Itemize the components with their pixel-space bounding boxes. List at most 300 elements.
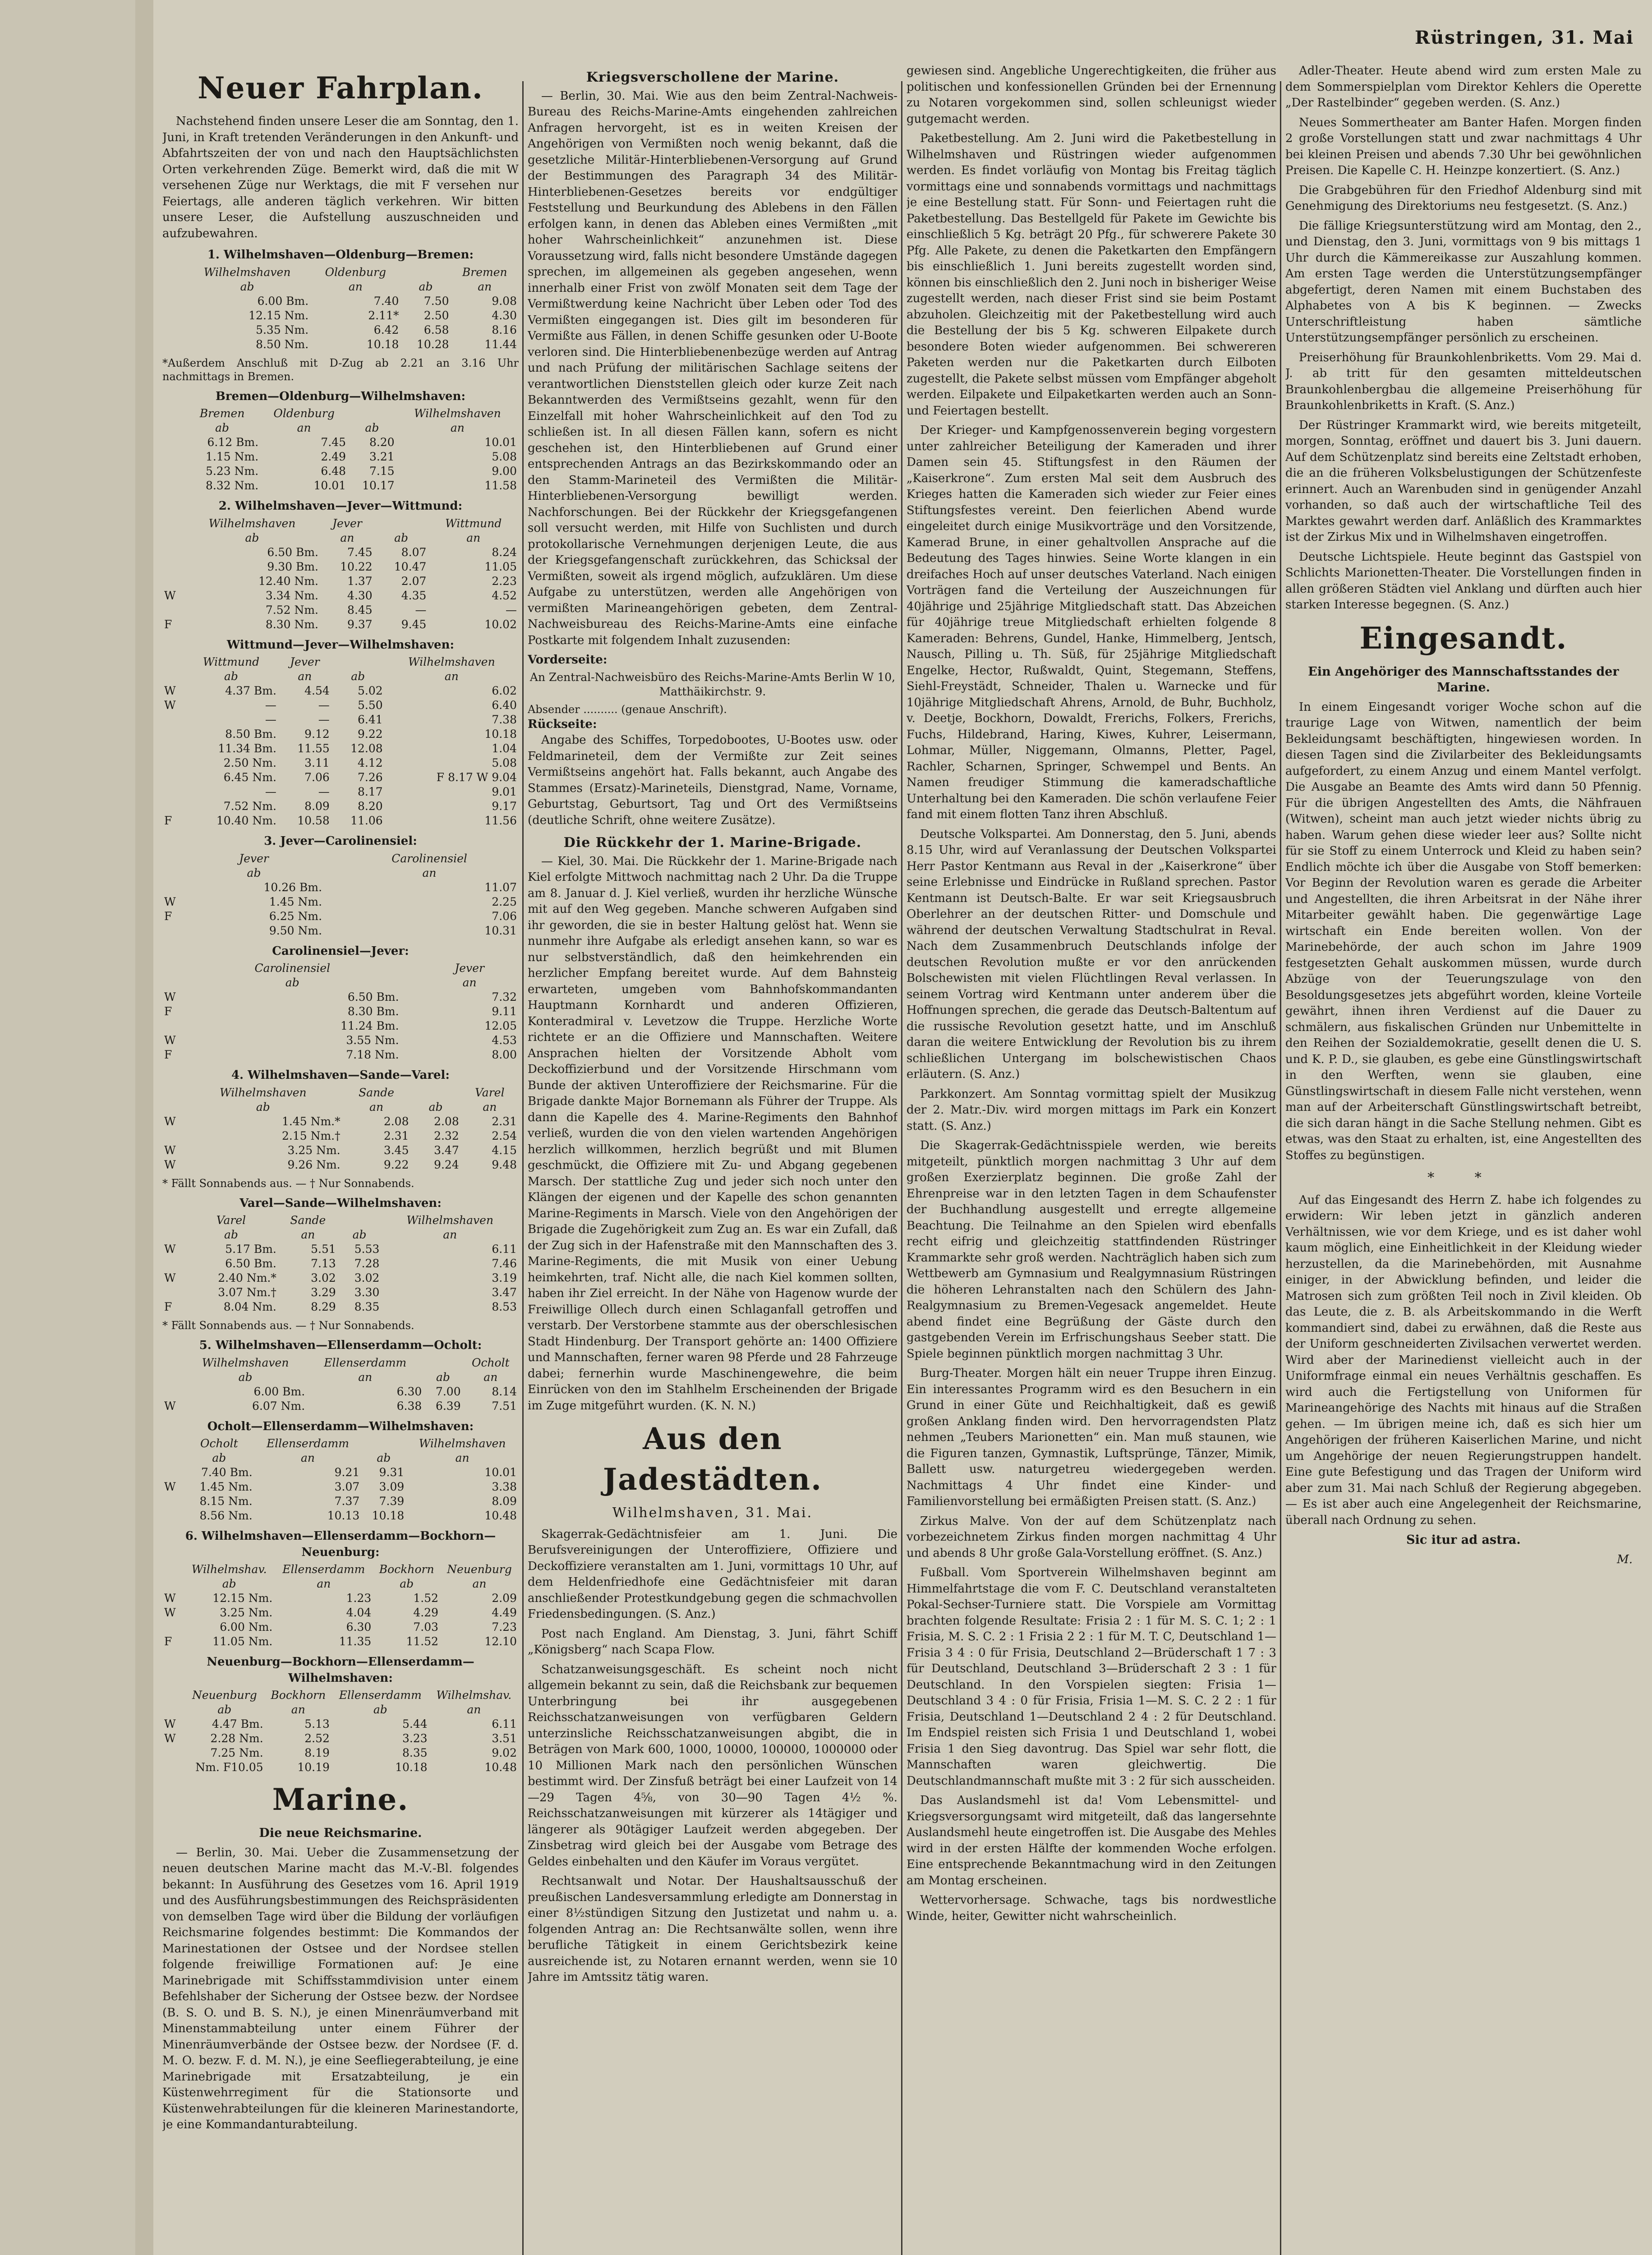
column-rule: [901, 81, 902, 2255]
timetable-cell: —: [318, 699, 330, 712]
timetable-cell: 9.45: [401, 617, 427, 631]
timetable-header-cell: Carolinensiel: [391, 851, 467, 865]
timetable: [162, 1356, 519, 1413]
timetable-row: [162, 574, 519, 589]
timetable-route-title: Varel—Sande—Wilhelmshaven:: [239, 1196, 442, 1210]
timetable-cell: [162, 1129, 184, 1143]
timetable-cell: 8.29: [311, 1300, 336, 1313]
timetable-cell: 4.04: [346, 1606, 372, 1619]
timetable-header-cell: ab: [224, 670, 238, 683]
timetable-cell: 6.30: [346, 1620, 372, 1634]
timetable-header-cell: [162, 1688, 184, 1703]
timetable: [162, 655, 519, 828]
timetable-subheader-row: [162, 866, 519, 880]
timetable-cell: [410, 990, 420, 1004]
timetable-note: * Fällt Sonnabends aus. — † Nur Sonnabends.: [162, 1319, 414, 1332]
timetable-header-cell: an: [291, 1703, 305, 1716]
timetable-header-cell: [332, 851, 340, 866]
timetable-cell: 8.15 Nm.: [199, 1495, 253, 1508]
timetable-header-row: [162, 1688, 519, 1703]
timetable-header-cell: [338, 1213, 382, 1228]
timetable-row: [162, 435, 519, 450]
timetable-cell: 5.51: [311, 1243, 336, 1256]
timetable-cell: [162, 545, 184, 560]
timetable-cell: 11.56: [484, 814, 517, 827]
timetable-cell: 2.08: [434, 1114, 459, 1128]
timetable-cell: F 8.17 W 9.04: [436, 771, 517, 784]
local-dateline: Wilhelmshaven, 31. Mai.: [612, 1505, 813, 1521]
timetable-cell: 11.34 Bm.: [218, 742, 276, 755]
article-park-concert: Parkkonzert. Am Sonntag vormittag spielt der Musikzug der 2. Matr.-Div. wird morgen mittags im Park ein Konzert statt. (S. Anz.): [907, 1087, 1276, 1133]
timetable-cell: 9.01: [492, 785, 517, 798]
timetable-cell: [162, 1746, 184, 1760]
timetable-cell: W: [164, 1399, 176, 1413]
column-rule: [1280, 81, 1281, 2255]
timetable-cell: 7.32: [492, 990, 517, 1003]
timetable-cell: [401, 1048, 411, 1062]
article-notary-cont: gewiesen sind. Angebliche Ungerechtigkeiten, die früher aus politischen und konfessionellen Gründen bei der Ernennung zu Notaren vorgekommen sind, sollen schleunigst wieder gutgemacht werden.: [907, 64, 1276, 126]
timetable-subheader-row: [162, 1228, 519, 1242]
timetable-row: [162, 1129, 519, 1143]
timetable-cell: 11.44: [484, 337, 517, 351]
timetable-cell: 10.13: [327, 1509, 360, 1522]
timetable-cell: F: [164, 1005, 172, 1018]
timetable-cell: 6.42: [373, 323, 399, 336]
timetable-cell: 8.50 Bm.: [225, 727, 276, 741]
timetable-cell: 8.20: [358, 800, 383, 813]
timetable-cell: 9.02: [492, 1746, 517, 1759]
timetable-header-cell: ab: [351, 670, 365, 683]
timetable-header-cell: [162, 531, 184, 545]
timetable-cell: 11.05 Nm.: [212, 1635, 273, 1648]
timetable-header-cell: [162, 669, 184, 684]
timetable-cell: 2.28 Nm.: [210, 1732, 263, 1745]
timetable-cell: 2.09: [492, 1592, 517, 1605]
timetable-cell: 7.52 Nm.: [223, 800, 276, 813]
article-lichtspiele: Deutsche Lichtspiele. Heute beginnt das Gastspiel von Schlichts Marionetten-Theater. Die Vorstellungen finden in allen größeren Städten viel Anklang und dürften auch hier starken Interesse begegnen. (S. Anz.): [1285, 550, 1642, 612]
timetable-cell: 3.55 Nm.: [346, 1034, 399, 1047]
timetable-header-cell: ab: [222, 1577, 236, 1590]
timetable-cell: 4.30: [347, 589, 373, 602]
timetable-header-cell: Jever: [239, 851, 269, 865]
timetable-cell: [332, 924, 340, 938]
timetable-cell: [162, 1760, 184, 1775]
timetable-cell: W: [164, 1592, 176, 1605]
timetable-cell: 4.12: [358, 756, 383, 769]
card-address: An Zentral-Nachweisbüro des Reichs-Marine-Amts Berlin W 10, Matthäikirchstr. 9.: [529, 670, 896, 698]
timetable-header-cell: Jever: [332, 516, 362, 530]
timetable-header-cell: an: [297, 421, 311, 434]
timetable-row: [162, 479, 519, 493]
timetable-cell: 3.25 Nm.: [287, 1143, 341, 1157]
timetable-cell: 3.25 Nm.: [220, 1606, 273, 1619]
timetable-cell: [401, 990, 411, 1004]
timetable-row: [162, 895, 519, 909]
timetable-header-cell: [162, 265, 184, 280]
timetable-cell: 2.49: [321, 450, 346, 463]
timetable-header-cell: an: [483, 1100, 497, 1114]
timetable-header-cell: an: [358, 1370, 373, 1384]
timetable-cell: 10.18: [484, 727, 517, 741]
timetable-cell: 12.15 Nm.: [248, 308, 309, 322]
timetable-header-cell: Wilhelmshaven: [406, 1214, 494, 1227]
timetable-cell: W: [164, 1271, 176, 1284]
timetable-cell: [401, 1033, 411, 1048]
timetable-cell: [162, 1494, 184, 1509]
timetable-header-cell: [332, 866, 340, 880]
timetable-cell: 3.38: [492, 1480, 517, 1493]
timetable-header-cell: [162, 1451, 184, 1465]
timetable-cell: 11.35: [339, 1635, 372, 1648]
timetable-cell: [162, 1256, 184, 1271]
timetable-cell: [162, 727, 184, 741]
timetable-header-cell: [331, 655, 385, 669]
timetable-row: [162, 294, 519, 308]
timetable-cell: —: [265, 713, 276, 726]
timetable-cell: 9.24: [434, 1158, 459, 1171]
timetable-cell: 8.30 Nm.: [265, 617, 318, 631]
timetable-cell: 6.40: [492, 699, 517, 712]
timetable-cell: 5.08: [492, 450, 517, 463]
timetable-cell: 7.52 Nm.: [265, 603, 318, 617]
article-war-support: Die fällige Kriegsunterstützung wird am Montag, den 2., und Dienstag, den 3. Juni, vormittags von 9 bis mittags 1 Uhr durch die Kämmereikasse zur Auszahlung kommen. Am ersten Tage werden die Unterstützungsempfänger abgefertigt, deren Namen mit einem Buchstaben des Alphabetes von A bis K beginnen. — Zwecks Unterschriftleistung haben sämtliche Unterstützungsempfänger persönlich zu erscheinen.: [1285, 219, 1642, 345]
timetable-row: [162, 1033, 519, 1048]
timetable-cell: 6.11: [492, 1717, 517, 1730]
timetable-cell: F: [164, 1635, 172, 1648]
timetable-cell: 3.19: [492, 1271, 517, 1284]
timetable-row: [162, 1285, 519, 1300]
timetable-cell: 10.22: [340, 560, 373, 573]
timetable-cell: 6.48: [321, 465, 346, 478]
running-head: Rüstringen, 31. Mai: [1415, 27, 1634, 48]
timetable-cell: 4.30: [492, 308, 517, 322]
timetable-header-cell: an: [317, 1577, 331, 1590]
timetable-header-cell: Oldenburg: [273, 407, 335, 420]
timetable-cell: [162, 435, 184, 450]
timetable-header-cell: ab: [377, 1451, 391, 1464]
timetable-header-cell: [324, 851, 332, 866]
timetable-cell: 6.45 Nm.: [223, 771, 276, 784]
timetable-cell: 6.00 Nm.: [220, 1620, 273, 1634]
timetable-cell: 7.50: [423, 294, 449, 308]
timetable-note: * Fällt Sonnabends aus. — † Nur Sonnabends.: [162, 1177, 414, 1190]
timetable-cell: 11.52: [406, 1635, 439, 1648]
timetable-cell: 9.00: [492, 465, 517, 478]
timetable-header-cell: Wilhelmshaven: [419, 1437, 506, 1450]
timetable-cell: 8.53: [492, 1300, 517, 1313]
timetable-cell: 6.58: [423, 323, 449, 336]
timetable-cell: —: [506, 603, 517, 617]
timetable-cell: [162, 741, 184, 756]
timetable-row: [162, 1634, 519, 1649]
timetable-header-cell: ab: [394, 531, 409, 544]
timetable-header-cell: Ellenserdamm: [339, 1689, 422, 1702]
timetable-header-cell: [410, 961, 420, 976]
timetable-cell: [162, 323, 184, 337]
letter-2: Auf das Eingesandt des Herrn Z. habe ich folgendes zu erwidern: Wir leben jetzt in gänzlich anderen Verhältnissen, wie vor dem Kriege, und es ist daher wohl kaum möglich, eine Einheitlichkeit in der Kleidung wieder herzustellen, da die Marinebehörden, mit Ausnahme einiger, in der Abwicklung befinden, und leider die Matrosen sich zum größten Teil noch in Zivil kleiden. Ob das Leute, die z. B. als Arbeitskommando in die Werft kommandiert sind, dabei zu erwähnen, daß die Reste aus der Uniform geschneiderten Zivilsachen verwertet werden. Wird aber der Marinedienst vielleicht auch in der Uniformfrage einmal ein neues Verhältnis geschaffen. Es wird auch die Fertigstellung von Uniformen für Marineangehörige des Nachts mit hinaus auf die Straßen gehen. — Im übrigen meine ich, daß es sich hier um Angehörigen der früheren Kaiserlichen Marine, und nicht um Angehörige der neuen Regierungstruppen handelt. Eine gute Befestigung und das Tragen der Uniform wird aber zum 31. Mai nach Schluß der Regierung abgegeben. — Es ist aber auch eine Angelegenheit der Reichsmarine, überall nach Ordnung zu sehen.: [1285, 1193, 1642, 1527]
timetable-cell: 6.38: [396, 1399, 422, 1413]
timetable-cell: 7.03: [413, 1620, 439, 1634]
timetable-cell: 9.50 Nm.: [269, 924, 322, 937]
timetable-cell: [162, 1285, 184, 1300]
article-burg-theater: Burg-Theater. Morgen hält ein neuer Truppe ihren Einzug. Ein interessantes Programm wird es den Besuchern in ein Grund in einer Güte und Reichhaltigkeit, daß es gewiß großen Anklang finden wird. Den hervorragendsten Platz nehmen „Teubers Marionetten“ ein. Man muß staunen, wie die Figuren tanzen, Gymnastik, Luftsprünge, Tänzer, Mimik, Ballett usw. naturgetreu wiedergegeben werden. Nachmittags 4 Uhr findet eine Kinder- und Familienvorstellung bei ermäßigten Preisen statt. (S. Anz.): [907, 1367, 1276, 1508]
timetable-subheader-row: [162, 421, 519, 435]
timetable: [162, 406, 519, 493]
timetable: [162, 265, 519, 352]
timetable-cell: —: [265, 785, 276, 798]
timetable: [162, 1688, 519, 1775]
timetable-cell: F: [164, 909, 172, 923]
timetable-header-cell: ab: [245, 531, 259, 544]
scan-margin-shadow: [135, 0, 153, 2255]
timetable-cell: W: [164, 1606, 176, 1619]
timetable-header-cell: Neuenburg: [192, 1689, 257, 1702]
timetable-header-row: [162, 1562, 519, 1577]
timetable-cell: 2.15 Nm.†: [281, 1129, 341, 1142]
timetable-header-cell: ab: [352, 1228, 367, 1241]
timetable-row: [162, 323, 519, 337]
timetable-row: [162, 698, 519, 713]
timetable-cell: 10.40 Nm.: [216, 814, 276, 827]
timetable-cell: [162, 479, 184, 493]
timetable-header-cell: an: [466, 531, 481, 544]
timetable-cell: 12.08: [350, 742, 383, 755]
timetable-header-cell: [162, 516, 184, 531]
article-notary: Rechtsanwalt und Notar. Der Haushaltsausschuß der preußischen Landesversammlung erledigte am Donnerstag in einer 8½stündigen Sitzung den Justizetat und nahm u. a. folgenden Antrag an: Die Rechtsanwälte sollen, wenn ihre berufliche Tätigkeit in einem Gerichtsbezirk keine ausreichende ist, zu Notaren ernannt werden, wenn sie 10 Jahre im Amtssitz tätig waren.: [528, 1874, 897, 1984]
timetable-cell: [162, 756, 184, 770]
timetable-route-title: Ocholt—Ellenserdamm—Wilhelmshaven:: [207, 1419, 474, 1433]
timetable-row: [162, 1620, 519, 1634]
timetable-cell: 5.35 Nm.: [256, 323, 309, 336]
timetable-cell: 10.18: [395, 1761, 428, 1774]
timetable-header-cell: ab: [365, 421, 379, 434]
timetable-header-cell: Ellenserdamm: [282, 1563, 365, 1576]
timetable-cell: 7.45: [321, 436, 346, 449]
timetable-row: [162, 770, 519, 785]
timetable-row: [162, 924, 519, 938]
timetable-cell: 5.17 Bm.: [225, 1243, 276, 1256]
timetable-subheader-row: [162, 1370, 519, 1385]
timetable-cell: W: [164, 1243, 176, 1256]
timetable-cell: [162, 1385, 184, 1399]
timetable-cell: 8.20: [369, 436, 395, 449]
timetable-header-cell: Wilhelmshav.: [436, 1689, 512, 1702]
column-local-news: [907, 63, 1276, 2255]
timetable-header-cell: ab: [238, 1370, 253, 1384]
timetable-cell: 8.56 Nm.: [199, 1509, 253, 1522]
timetable-cell: 5.50: [358, 699, 383, 712]
timetable-header-cell: an: [301, 1228, 315, 1241]
timetable-route-title: Bremen—Oldenburg—Wilhelmshaven:: [215, 389, 466, 403]
timetable-cell: 4.35: [401, 589, 427, 602]
timetable-cell: 3.29: [311, 1286, 336, 1299]
timetable-row: [162, 589, 519, 603]
timetable-header-cell: an: [444, 670, 459, 683]
article-parcels: Paketbestellung. Am 2. Juni wird die Paketbestellung in Wilhelmshaven und Rüstringen wieder aufgenommen werden. Es findet vorläufig von Montag bis Freitag täglich vormittags eine und sonnabends vormittags und nachmittags je eine Bestellung statt. Für Sonn- und Feiertagen ruht die Paketbestellung. Das Bestellgeld für Pakete im Gewichte bis einschließlich 5 Kg. beträgt 20 Pfg., für schwerere Pakete 30 Pfg. Alle Pakete, zu denen die Paketkarten den Empfängern bis einschließlich 1. Juni bereits zugestellt worden sind, können bis einschließlich den 2. Juni noch in bisheriger Weise zugestellt werden, nach dieser Frist sind sie beim Postamt abzuholen. Gleichzeitig mit der Paketbestellung wird auch die Bestellung der bis 5 Kg. schweren Eilpakete durch besondere Boten wieder aufgenommen. Bei schwereren Paketen werden nur die Paketkarten durch Eilboten zugestellt, die Pakete selbst müssen vom Empfänger abgeholt werden. Eilpakete und Eilpaketkarten werden auch an Sonn- und Feiertagen bestellt.: [907, 132, 1276, 418]
timetable-cell: 6.07 Nm.: [252, 1399, 305, 1413]
timetable-header-cell: Bremen: [199, 407, 245, 420]
card-back-label: Rückseite:: [528, 717, 597, 731]
timetable-header-cell: [374, 516, 428, 531]
timetable-cell: [410, 1048, 420, 1062]
timetable-cell: 7.45: [347, 545, 373, 559]
timetable-header-cell: an: [348, 280, 363, 293]
timetable-cell: 11.55: [297, 742, 330, 755]
timetable-cell: 6.50 Bm.: [347, 990, 399, 1003]
timetable-row: [162, 785, 519, 799]
card-front-label: Vorderseite:: [528, 653, 607, 667]
timetable-cell: 2.25: [492, 895, 517, 908]
timetable-note: *Außerdem Anschluß mit D-Zug ab 2.21 an 3.16 Uhr nachmittags in Bremen.: [162, 356, 519, 383]
timetable-cell: W: [164, 1158, 176, 1171]
timetable-cell: 8.07: [401, 545, 427, 559]
timetable-route-title: 3. Jever—Carolinensiel:: [264, 834, 417, 848]
article-briquettes: Preiserhöhung für Braunkohlenbriketts. Vom 29. Mai d. J. ab tritt für den gesamten mitteldeutschen Braunkohlenbergbau die allgemeine Preiserhöhung für Braunkohlenbriketts in Kraft. (S. Anz.): [1285, 350, 1642, 412]
article-treasury: Schatzanweisungsgeschäft. Es scheint noch nicht allgemein bekannt zu sein, daß die Reichsbank zur bequemen Unterbringung bei ihr ausgegebenen Reichsschatzanweisungen von verfügbaren Geldern unterzinsliche Reichsschatzanweisungen abgibt, die in Beträgen von Mark 600, 1000, 10000, 100000, 1000000 oder 10 Millionen Mark nach den persönlichen Wünschen bestimmt wird. Der Zinsfuß beträgt bei einer Laufzeit von 14—29 Tagen 4⅝, von 30—90 Tagen 4½ %. Reichsschatzanweisungen mit kürzerer als 14tägiger und längerer als 90tägiger Laufzeit werden abgegeben. Der Zinsbetrag wird gleich bei der Ausgabe vom Betrage des Geldes einbehalten und den Käufer im Voraus vergütet.: [528, 1662, 897, 1868]
timetable-cell: W: [164, 1717, 176, 1730]
timetable-route-title: Carolinensiel—Jever:: [272, 944, 409, 958]
timetable-header-row: [162, 1213, 519, 1228]
timetable-cell: 7.40: [373, 294, 399, 308]
timetable-header-cell: [162, 866, 184, 880]
timetable-cell: [324, 880, 332, 895]
timetable-header-cell: [162, 1213, 184, 1228]
timetable-cell: 7.15: [369, 465, 395, 478]
timetable-row: [162, 1746, 519, 1760]
timetable-header-row: [162, 851, 519, 866]
column-marine-news: [528, 63, 897, 2255]
timetable-cell: 1.37: [347, 574, 373, 588]
article-veterans: Der Krieger- und Kampfgenossenverein beging vorgestern unter zahlreicher Beteiligung der Kameraden und ihrer Damen sein 45. Stiftungsfest in den Räumen der „Kaiserkrone“. Zum ersten Mal seit dem Ausbruch des Krieges hatten die Kameraden sich wieder zur Feier eines Stiftungsfestes vereint. Den feierlichen Abend wurde eingeleitet durch einige Musikvorträge und den Vorsitzende, Kamerad Brune, in einer gehaltvollen Ansprache auf die Bedeutung des Tages hinwies. Seine Worte klangen in ein dreifaches Hoch auf unser deutsches Vaterland. Nach einigen Vorträgen fand die Verteilung der Auszeichnungen für 40jährige und 25jährige Mitgliedschaft statt. Das Abzeichen für 40jährige treue Mitgliedschaft erhielten folgende 8 Kameraden: Behrens, Gundel, Hanke, Himmelberg, Jentsch, Nausch, Pilling u. Th. Süß, für 25jährige Mitgliedschaft Engelke, Hector, Rußwaldt, Quint, Stegemann, Steffens, Siehl-Freystädt, Schneider, Thalen u. Warnecke und für 10jährige Mitgliedschaft Ahrens, Arnold, de Buhr, Buchholz, v. Deetje, Bockhorn, Dowaldt, Frerichs, Folkers, Frerichs, Fuchs, Hildebrand, Haring, Kiwes, Kuhrer, Leisermann, Lohmar, Müller, Niggemann, Olmanns, Pletter, Pagel, Rachler, Scharnen, Springer, Schwempel und Bents. An Namen freudiger Stimmung die kameradschaftliche Unterhaltung bei den Kameraden. Die schön verlaufene Feier fand mit einem flotten Tanz ihren Abschluß.: [907, 423, 1276, 821]
timetable-header-row: [162, 1356, 519, 1370]
timetable-header-cell: [162, 1370, 184, 1385]
timetable-subheader-row: [162, 1100, 519, 1114]
marine-title: Marine.: [272, 1782, 409, 1817]
timetable-row: [162, 1717, 519, 1731]
article-skagerrak: Skagerrak-Gedächtnisfeier am 1. Juni. Die Berufsvereinigungen der Unteroffiziere, Offiziere und Deckoffiziere veranstalten am 1. Juni, vormittags 10 Uhr, auf dem Heldenfriedhofe eine Gedächtnisfeier mit daran anschließender Protestkundgebung gegen die schmachvollen Friedensbedingungen. (S. Anz.): [528, 1527, 897, 1621]
timetable-header-cell: ab: [224, 1228, 238, 1241]
timetable-cell: 8.35: [354, 1300, 380, 1313]
timetable-cell: 8.09: [304, 800, 330, 813]
timetable-header-row: [162, 265, 519, 280]
timetable-cell: W: [164, 1143, 176, 1157]
timetable-subheader-row: [162, 669, 519, 684]
timetable-cell: 8.17: [358, 785, 383, 798]
timetable-cell: 10.01: [313, 479, 346, 492]
timetable-cell: [332, 880, 340, 895]
timetable-header-cell: Wilhelmshav.: [191, 1563, 267, 1576]
timetable-cell: 1.45 Nm.: [269, 895, 322, 908]
timetable-header-cell: an: [467, 1703, 481, 1716]
timetable-cell: 2.07: [401, 574, 427, 588]
timetable-header-cell: Varel: [475, 1086, 505, 1099]
timetable-cell: 8.14: [492, 1385, 517, 1398]
timetable-row: [162, 1300, 519, 1314]
headline-missing: Kriegsverschollene der Marine.: [586, 69, 839, 85]
timetable-row: [162, 545, 519, 560]
timetable-subheader-row: [162, 280, 519, 294]
timetable-cell: 10.01: [484, 436, 517, 449]
timetable-cell: 11.06: [350, 814, 383, 827]
timetable-cell: 10.02: [484, 617, 517, 631]
column-misc: [1285, 63, 1642, 2255]
article-fair: Der Rüstringer Krammarkt wird, wie bereits mitgeteilt, morgen, Sonntag, eröffnet und dauert bis 3. Juni dauern. Auf dem Schützenplatz sind bereits eine Zeltstadt erhoben, die an die früheren Volksbelustigungen der Schützenfeste erinnert. Auch an Warenbuden sind in genügender Anzahl vorhanden, so daß auch der wirtschaftliche Teil des Marktes gewahrt werden darf. Anläßlich des Krammarktes ist der Zirkus Mix und in Wilhelmshaven eingetroffen.: [1285, 418, 1642, 544]
timetable-cell: [162, 294, 184, 308]
timetable-cell: 9.11: [492, 1005, 517, 1018]
timetable-route-title: 1. Wilhelmshaven—Oldenburg—Bremen:: [207, 248, 474, 262]
timetable-header-cell: Ocholt: [471, 1356, 510, 1369]
timetable-cell: 8.16: [492, 323, 517, 336]
timetable-cell: W: [164, 1732, 176, 1745]
timetable-header-cell: Wilhelmshaven: [414, 407, 501, 420]
timetable-cell: 2.31: [383, 1129, 409, 1142]
timetable-header-cell: [411, 1086, 461, 1100]
timetable-cell: 9.22: [358, 727, 383, 741]
timetable-cell: 8.09: [492, 1495, 517, 1508]
closing-line: Sic itur ad astra.: [1406, 1533, 1521, 1547]
timetable-cell: 2.32: [434, 1129, 459, 1142]
timetable-cell: 12.40 Nm.: [258, 574, 318, 588]
letter-1: In einem Eingesandt voriger Woche schon auf die traurige Lage von Witwen, namentlich der beim Bekleidungsamt beschäftigten, hingewiesen worden. In diesen Tagen sind die Zivilarbeiter des Bekleidungsamts aufgefordert, zu einem Anzug und einem Mantel verfolgt. Die Ausgabe an Beamte des Amts wird dann 50 Pfennig. Für die übrigen Angestellten des Amts, die Nähfrauen (Witwen), scheint man auch jetzt wieder nichts übrig zu haben. Warum gehen diese wieder leer aus? Sollte nicht für sie Stoff zu einem Unterrock und Kleid zu haben sein? Endlich möchte ich über die Ausgabe von Stoff bemerken: Vor Beginn der Revolution waren es gerade die Arbeiter und Angestellten, die ihren Arbeitsrat in der Nähe ihrer Mitarbeiter gewählt haben. Die gegenwärtige Lage wirtschaft ein Ende bereiten wollen. Von der Marinebehörde, der auch schon im Jahre 1909 festgesetzten Gehalt auskommen müssen, wurde durch Abzüge von der Teuerungszulage von den Besoldungsgesetzes jets abgeführt worden, kleine Vorteile gewährt, ihnen ihren Verdienst auf die Dauer zu schmälern, aus fiskalischen Gründen nur Unbemittelte in den Reihen der Sozialdemokratie, gesellt denen die U. S. und K. P. D., sie glauben, es gebe eine Günstlingswirtschaft in den Werften, wenn sie glauben, eine Günstlingswirtschaft in diesem Falle nicht verstehen, wenn man auf der Arbeiterschaft Günstlingswirtschaft betreibt, die sich daran hängt in die Sache Stellung nehmen. Gibt es etwas, was den Staat zu erhalten, ist, eine Angestellten des Stoffes zu begünstigen.: [1285, 700, 1642, 1162]
article-circus: Zirkus Malve. Von der auf dem Schützenplatz nach vorbezeichnetem Zirkus finden morgen nachmittag 4 Uhr und abends 8 Uhr große Gala-Vorstellung eröffnet. (S. Anz.): [907, 1514, 1276, 1560]
timetable-cell: F: [164, 1300, 172, 1313]
timetable-header-cell: [162, 280, 184, 294]
timetable-header-cell: Bockhorn: [271, 1689, 326, 1702]
timetable-header-cell: Sande: [359, 1086, 395, 1099]
timetable-header-row: [162, 1086, 519, 1100]
timetable-cell: 9.30 Bm.: [267, 560, 318, 573]
timetable-header-cell: ab: [256, 1100, 270, 1114]
timetable-cell: [332, 909, 340, 924]
timetable-cell: 9.26 Nm.: [287, 1158, 341, 1171]
timetable-cell: 3.47: [434, 1143, 459, 1157]
timetable-header-cell: [410, 976, 420, 990]
timetable-cell: W: [164, 990, 176, 1003]
timetable-header-cell: [162, 1703, 184, 1717]
timetable-cell: 7.13: [311, 1257, 336, 1270]
timetable-header-cell: Wilhelmshaven: [208, 516, 296, 530]
timetable-cell: 1.23: [346, 1592, 372, 1605]
timetable-row: [162, 337, 519, 352]
timetable-cell: 6.50 Bm.: [267, 545, 318, 559]
timetable-cell: 4.49: [492, 1606, 517, 1619]
timetable-row: [162, 727, 519, 741]
timetable-cell: 9.37: [347, 617, 373, 631]
timetable-cell: 2.31: [492, 1114, 517, 1128]
timetable-cell: [401, 1004, 411, 1019]
timetable-header-cell: Bockhorn: [379, 1563, 434, 1576]
timetable-cell: 11.58: [484, 479, 517, 492]
scan-margin-left: [0, 0, 135, 2255]
timetable-row: [162, 1158, 519, 1172]
timetable-header-cell: ab: [400, 1577, 414, 1590]
timetable-cell: 10.48: [484, 1509, 517, 1522]
timetable-header-cell: Wittmund: [202, 655, 260, 668]
timetable-cell: 10.18: [366, 337, 399, 351]
timetable-row: [162, 909, 519, 924]
timetable-header-row: [162, 961, 519, 976]
timetable-cell: 6.25 Nm.: [269, 909, 322, 923]
article-adler-theater: Adler-Theater. Heute abend wird zum ersten Male zu dem Sommerspielplan vom Direktor Kehlers die Operette „Der Rastelbinder“ gegeben werden. (S. Anz.): [1285, 64, 1642, 110]
timetable-row: [162, 1399, 519, 1413]
timetable-cell: —: [415, 603, 427, 617]
timetable-cell: 2.52: [304, 1732, 330, 1745]
timetable-cell: 9.08: [492, 294, 517, 308]
timetable-cell: 10.18: [372, 1509, 405, 1522]
timetable-cell: 7.40 Bm.: [201, 1466, 253, 1479]
timetable-cell: 10.26 Bm.: [263, 880, 322, 894]
timetable-cell: 4.15: [492, 1143, 517, 1157]
